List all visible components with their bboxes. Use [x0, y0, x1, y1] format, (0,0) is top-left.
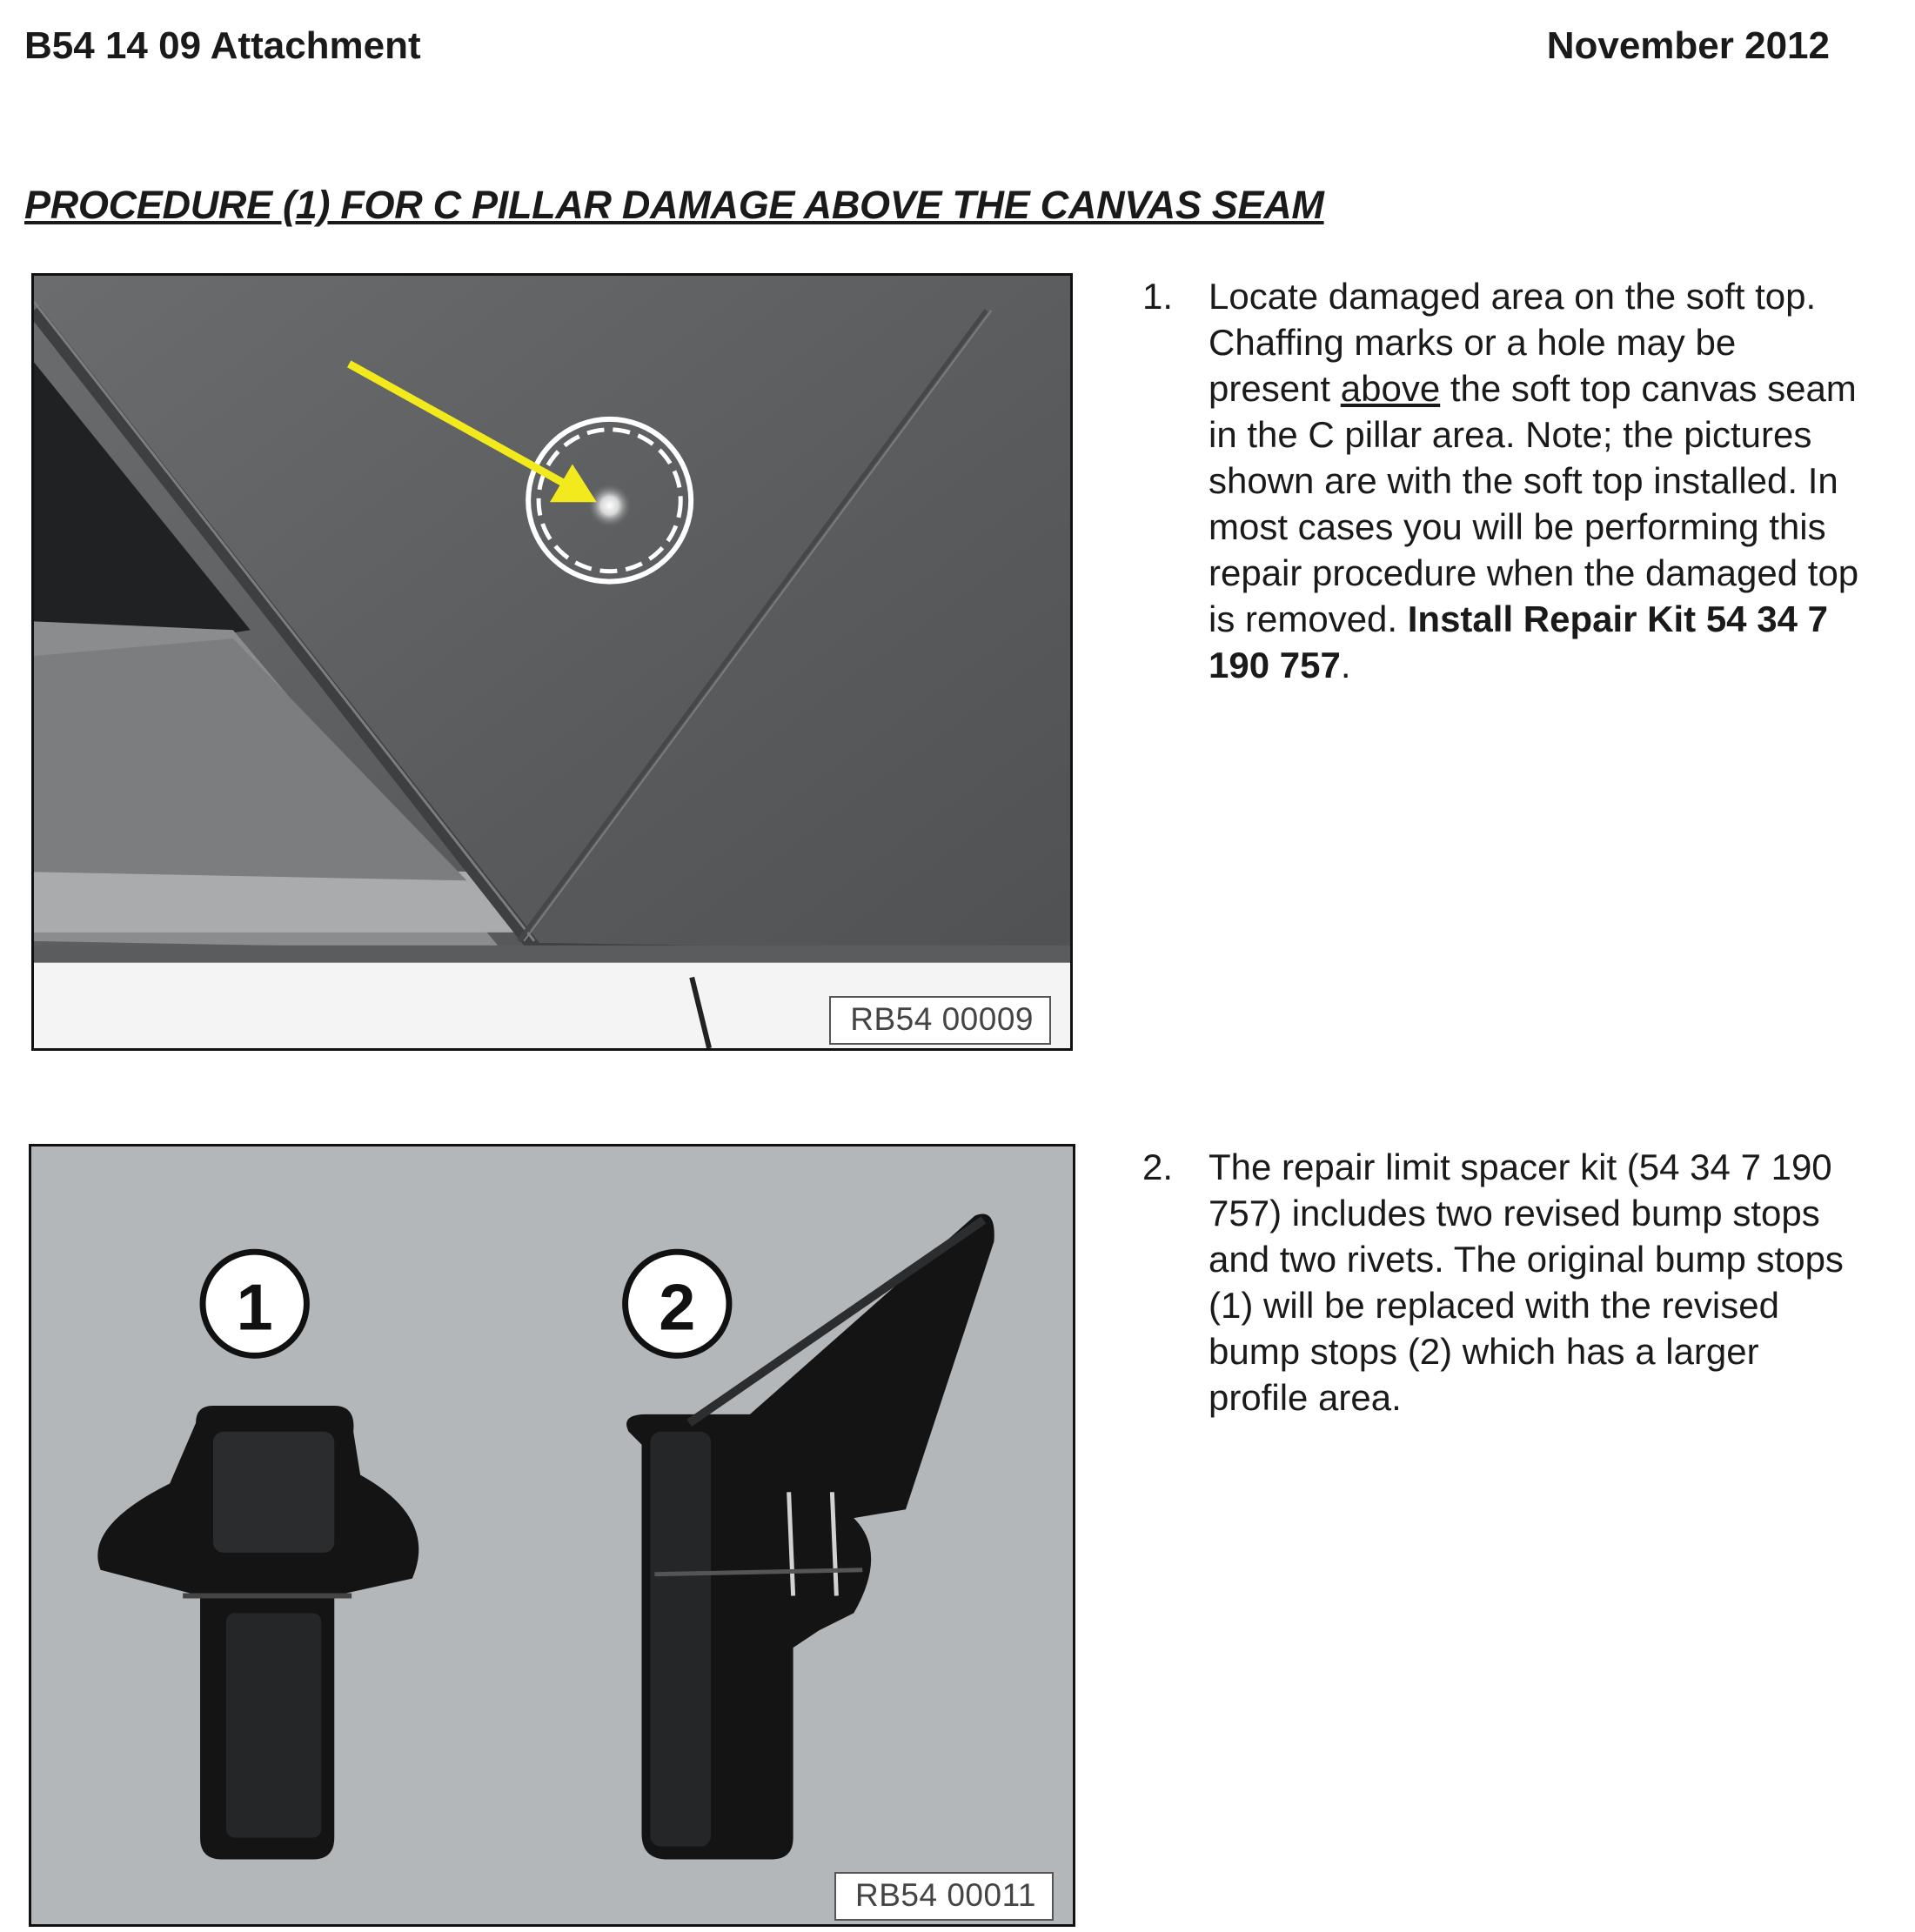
- procedure-title: PROCEDURE (1) FOR C PILLAR DAMAGE ABOVE THE CANVAS SEAM: [24, 183, 1324, 227]
- step-text: The repair limit spacer kit (54 34 7 190 757) includes two revised bump stops and two rivets. The original bump stops (1) will be replaced with the revised bump stops (2) which has a larger profile area.: [1209, 1146, 1844, 1418]
- step-text: Locate damaged area on the soft top. Chaffing marks or a hole may be present above the soft top canvas seam in the C pillar area. Note; the pictures shown are with the soft top installed. In most cases you will be performing this repair procedure when the damaged top is removed. Install Repair Kit 54 34 7 190 757.: [1209, 276, 1859, 685]
- document-id: B54 14 09 Attachment: [24, 24, 421, 67]
- step-number: 2.: [1142, 1146, 1174, 1187]
- callout-label-1: 1: [236, 1271, 273, 1345]
- figure-ref-label: RB54 00011: [834, 1872, 1054, 1921]
- emphasis-above: above: [1340, 368, 1441, 409]
- document-date: November 2012: [1546, 24, 1830, 67]
- step-number: 1.: [1142, 276, 1174, 317]
- step-1: [1142, 273, 1865, 688]
- c-pillar-illustration: [34, 276, 1070, 1048]
- step-2: [1142, 1144, 1865, 1421]
- bump-stops-illustration: [31, 1146, 1073, 1924]
- figure-ref-label: RB54 00009: [829, 996, 1051, 1045]
- repair-kit-callout: Install Repair Kit 54 34 7 190 757: [1209, 598, 1828, 685]
- callout-label-2: 2: [659, 1271, 696, 1345]
- figure-c-pillar-photo: [31, 273, 1073, 1051]
- figure-bump-stops-photo: [29, 1144, 1075, 1927]
